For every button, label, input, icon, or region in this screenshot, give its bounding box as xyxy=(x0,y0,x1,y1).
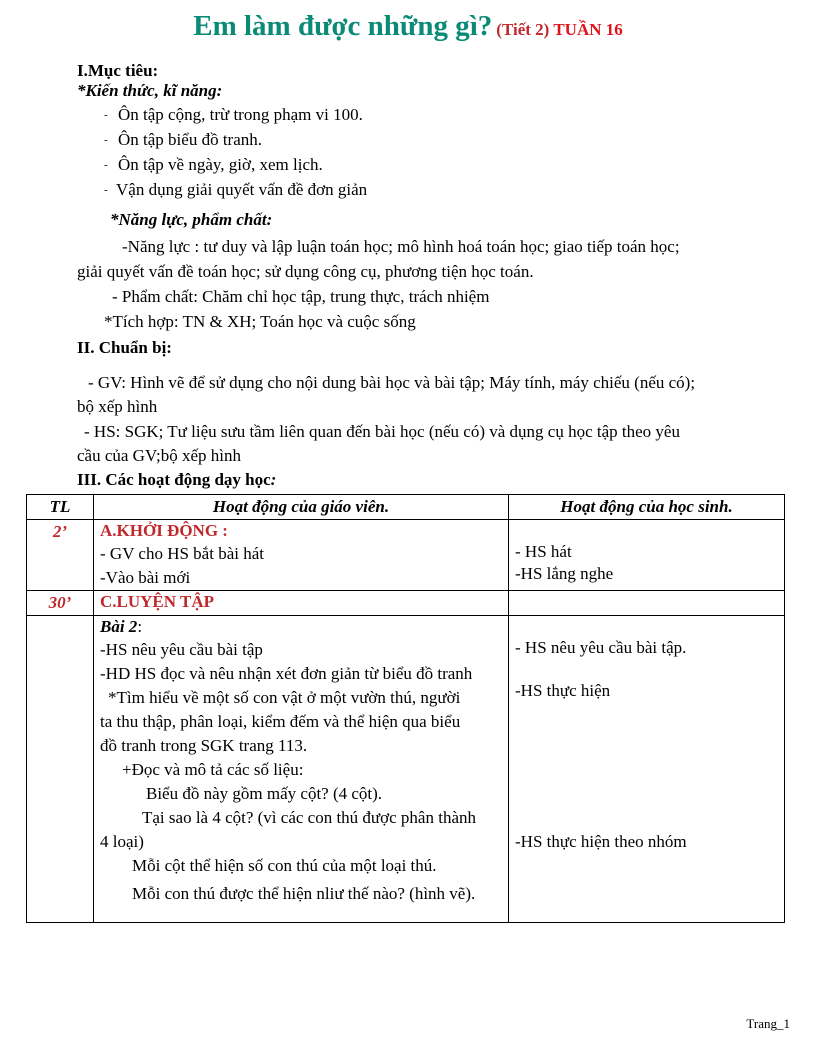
time-cell: 2’ xyxy=(27,520,94,591)
lesson-title xyxy=(0,10,816,43)
student-cell: - HS hát -HS lắng nghe xyxy=(509,520,785,591)
teacher-cell: Bài 2: -HS nêu yêu cầu bài tập -HD HS đọc và nêu nhận xét đơn giản từ biểu đồ tranh *Tìm hiểu về một số con vật ở một vườn thú, người ta thu thập, phân loại, kiểm đếm và thể hiện qua biểu đồ tranh trong SGK trang 113. +Đọc và mô tả các số liệu: Biểu đồ này gồm mấy cột? (4 cột). Tại sao là 4 cột? (vì các con thú được phân thành 4 loại) Mỗi cột thể hiện số con thú của một loại thú. Mỗi con thú được thể hiện nliư thế nào? (hình vẽ). xyxy=(94,616,509,923)
table-row xyxy=(27,616,785,923)
integration-text: *Tích hợp: TN & XH; Toán học và cuộc sống xyxy=(104,312,416,331)
knowledge-heading: *Kiến thức, kĩ năng: xyxy=(77,81,223,100)
qualities-text: - Phẩm chất: Chăm chỉ học tập, trung thực, trách nhiệm xyxy=(112,287,490,306)
knowledge-item: - Vận dụng giải quyết vấn đề đơn giản xyxy=(104,180,368,199)
page-number: Trang_1 xyxy=(746,1016,790,1031)
knowledge-item: - Ôn tập về ngày, giờ, xem lịch. xyxy=(104,155,323,174)
table-header-row xyxy=(27,495,785,520)
objectives-heading: I.Mục tiêu: xyxy=(77,61,159,80)
column-header-teacher: Hoạt động của giáo viên. xyxy=(94,495,509,520)
preparation-hs: - HS: SGK; Tư liệu sưu tầm liên quan đến bài học (nếu có) và dụng cụ học tập theo yêu xyxy=(84,422,680,441)
title-period: (Tiết 2) xyxy=(496,20,550,39)
title-main: Em làm được những gì? xyxy=(193,10,493,42)
exercise-label: Bài 2 xyxy=(100,617,138,636)
title-week: TUẦN 16 xyxy=(553,20,623,39)
teacher-cell xyxy=(94,591,509,616)
table-row xyxy=(27,591,785,616)
column-header-student: Hoạt động của học sinh. xyxy=(509,495,785,520)
competency-text: giải quyết vấn đề toán học; sử dụng công cụ, phương tiện học toán. xyxy=(77,262,534,281)
column-header-time: TL xyxy=(27,495,94,520)
table-row xyxy=(27,520,785,591)
knowledge-item: - Ôn tập cộng, trừ trong phạm vi 100. xyxy=(104,105,363,124)
competency-heading: *Năng lực, phẩm chất: xyxy=(110,210,273,229)
preparation-gv: bộ xếp hình xyxy=(77,397,158,416)
preparation-hs: cầu của GV;bộ xếp hình xyxy=(77,446,241,465)
teacher-cell: A.KHỞI ĐỘNG : - GV cho HS bắt bài hát -Vào bài mới xyxy=(94,520,509,591)
student-cell xyxy=(509,591,785,616)
time-cell xyxy=(27,616,94,923)
competency-text: -Năng lực : tư duy và lập luận toán học; mô hình hoá toán học; giao tiếp toán học; xyxy=(122,237,680,256)
activities-table xyxy=(26,494,785,923)
section-title: C.LUYỆN TẬP xyxy=(100,592,214,611)
knowledge-item: - Ôn tập biểu đồ tranh. xyxy=(104,130,262,149)
student-cell: - HS nêu yêu cầu bài tập. -HS thực hiện -HS thực hiện theo nhóm xyxy=(509,616,785,923)
section-title: A.KHỞI ĐỘNG : xyxy=(100,521,228,540)
preparation-heading: II. Chuẩn bị: xyxy=(77,338,172,357)
time-cell: 30’ xyxy=(27,591,94,616)
activities-heading: III. Các hoạt động dạy học: xyxy=(77,470,277,489)
preparation-gv: - GV: Hình vẽ để sử dụng cho nội dung bài học và bài tập; Máy tính, máy chiếu (nếu có); xyxy=(88,373,696,392)
